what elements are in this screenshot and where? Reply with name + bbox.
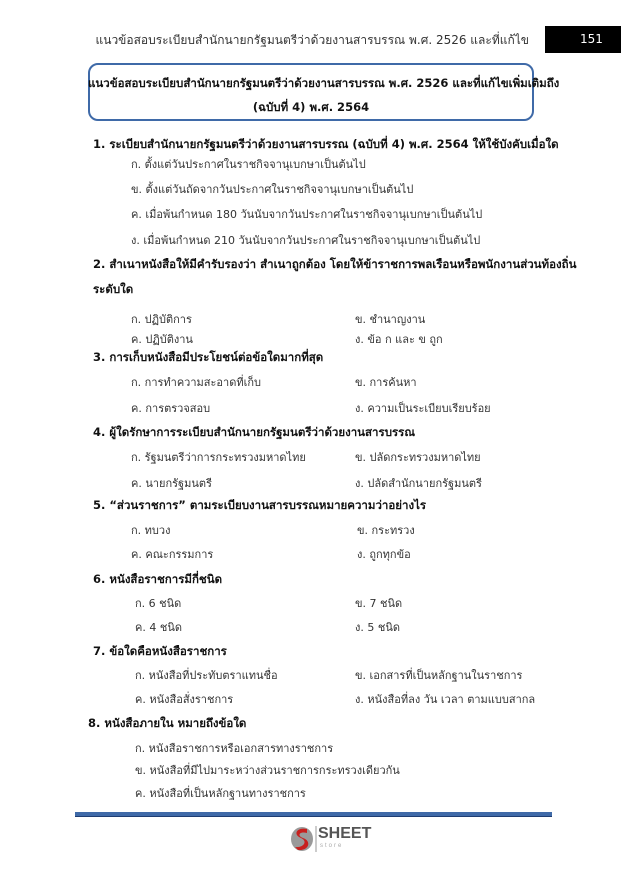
answer-option: ง. ปลัดสำนักนายกรัฐมนตรี	[355, 477, 482, 490]
answer-option: ง. ความเป็นระเบียบเรียบร้อย	[355, 402, 491, 415]
answer-option: ก. ทบวง	[131, 524, 171, 537]
answer-option: ค. เมื่อพ้นกำหนด 180 วันนับจากวันประกาศในราชกิจจานุเบกษาเป็นต้นไป	[131, 208, 483, 221]
answer-option: ง. หนังสือที่ลง วัน เวลา ตามแบบสากล	[355, 693, 536, 706]
question-text: 4. ผู้ใดรักษาการระเบียบสำนักนายกรัฐมนตรีว่าด้วยงานสารบรรณ	[93, 425, 416, 439]
answer-option: ง. ถูกทุกข้อ	[357, 548, 411, 561]
answer-option: ข. เอกสารที่เป็นหลักฐานในราชการ	[355, 669, 523, 682]
question-text: 5. “ส่วนราชการ” ตามระเบียบงานสารบรรณหมายความว่าอย่างไร	[93, 498, 427, 512]
answer-option: ง. ข้อ ก และ ข ถูก	[355, 333, 443, 346]
answer-option: ข. กระทรวง	[357, 524, 415, 537]
answer-option: ก. หนังสือราชการหรือเอกสารทางราชการ	[135, 742, 334, 755]
page-number: 151	[580, 32, 603, 46]
question-text: 1. ระเบียบสำนักนายกรัฐมนตรีว่าด้วยงานสารบรรณ (ฉบับที่ 4) พ.ศ. 2564 ให้ใช้บังคับเมื่อใด	[93, 137, 559, 151]
question-text: 2. สำเนาหนังสือให้มีคำรับรองว่า สำเนาถูกต้อง โดยให้ข้าราชการพลเรือนหรือพนักงานส่วนท้องถิ่น	[93, 257, 577, 271]
answer-option: ข. หนังสือที่มีไปมาระหว่างส่วนราชการกระทรวงเดียวกัน	[135, 764, 400, 777]
logo-text: SHEET	[318, 825, 372, 842]
answer-option: ค. หนังสือที่เป็นหลักฐานทางราชการ	[135, 787, 306, 800]
answer-option: ค. นายกรัฐมนตรี	[131, 477, 212, 490]
question-text: 8. หนังสือภายใน หมายถึงข้อใด	[88, 716, 247, 730]
title-line-1: แนวข้อสอบระเบียบสำนักนายกรัฐมนตรีว่าด้วยงานสารบรรณ พ.ศ. 2526 และที่แก้ไขเพิ่มเติมถึง	[88, 76, 560, 90]
answer-option: ข. 7 ชนิด	[355, 597, 403, 610]
question-text: ระดับใด	[93, 282, 134, 296]
answer-option: ข. การค้นหา	[355, 376, 417, 389]
answer-option: ก. ปฏิบัติการ	[131, 313, 192, 326]
question-text: 3. การเก็บหนังสือมีประโยชน์ต่อข้อใดมากที่สุด	[93, 350, 324, 364]
answer-option: ค. 4 ชนิด	[135, 621, 182, 634]
answer-option: ข. ปลัดกระทรวงมหาดไทย	[355, 451, 481, 464]
answer-option: ง. 5 ชนิด	[355, 621, 400, 634]
answer-option: ก. 6 ชนิด	[135, 597, 182, 610]
answer-option: ก. รัฐมนตรีว่าการกระทรวงมหาดไทย	[131, 451, 306, 464]
answer-option: ค. คณะกรรมการ	[131, 548, 214, 561]
answer-option: ค. การตรวจสอบ	[131, 402, 211, 415]
question-text: 6. หนังสือราชการมีกี่ชนิด	[93, 572, 223, 586]
footer-rule	[75, 812, 552, 817]
answer-option: ค. ปฏิบัติงาน	[131, 333, 193, 346]
answer-option: ข. ตั้งแต่วันถัดจากวันประกาศในราชกิจจานุเบกษาเป็นต้นไป	[131, 183, 414, 196]
answer-option: ก. การทำความสะอาดที่เก็บ	[131, 376, 261, 389]
running-header: แนวข้อสอบระเบียบสำนักนายกรัฐมนตรีว่าด้วยงานสารบรรณ พ.ศ. 2526 และที่แก้ไข	[95, 33, 529, 47]
question-text: 7. ข้อใดคือหนังสือราชการ	[93, 644, 227, 658]
answer-option: ค. หนังสือสั่งราชการ	[135, 693, 234, 706]
answer-option: ง. เมื่อพ้นกำหนด 210 วันนับจากวันประกาศในราชกิจจานุเบกษาเป็นต้นไป	[131, 234, 481, 247]
answer-option: ก. หนังสือที่ประทับตราแทนชื่อ	[135, 669, 278, 682]
answer-option: ก. ตั้งแต่วันประกาศในราชกิจจานุเบกษาเป็นต้นไป	[131, 158, 366, 171]
title-line-2: (ฉบับที่ 4) พ.ศ. 2564	[252, 100, 370, 114]
answer-option: ข. ชำนาญงาน	[355, 313, 426, 326]
logo-subtext: store	[320, 843, 344, 849]
